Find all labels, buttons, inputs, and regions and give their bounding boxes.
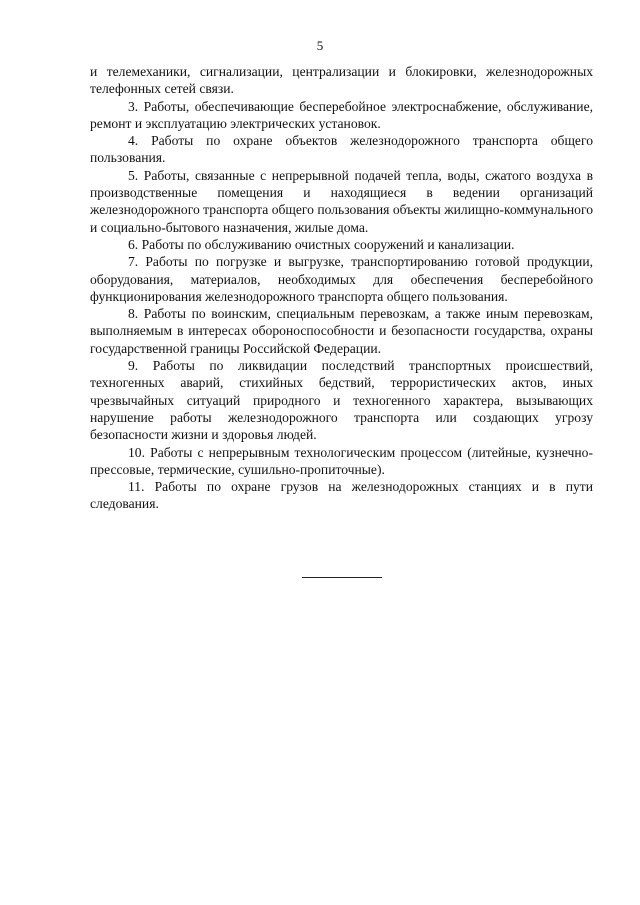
- paragraph-continuation: и телемеханики, сигнализации, централизации и блокировки, железнодорожных телефонных сетей связи.: [90, 64, 593, 97]
- paragraph-item-11: 11. Работы по охране грузов на железнодорожных станциях и в пути следования.: [90, 479, 593, 512]
- paragraph-item-7: 7. Работы по погрузке и выгрузке, транспортированию готовой продукции, оборудования, материалов, необходимых для обеспечения бесперебойного функционирования железнодорожного транспорта общего пользования.: [90, 254, 593, 304]
- paragraph-item-9: 9. Работы по ликвидации последствий транспортных происшествий, техногенных аварий, стихийных бедствий, террористических актов, иных чрезвычайных ситуаций природного и техногенного характера, вызывающих нарушение работы железнодорожного транспорта или создающих угрозу безопасности жизни и здоровья людей.: [90, 358, 593, 443]
- paragraph-item-4: 4. Работы по охране объектов железнодорожного транспорта общего пользования.: [90, 133, 593, 166]
- end-of-document-rule: [302, 577, 382, 578]
- page-number: 5: [316, 38, 324, 53]
- paragraph-item-10: 10. Работы с непрерывным технологическим процессом (литейные, кузнечно-прессовые, термические, сушильно-пропиточные).: [90, 444, 593, 477]
- paragraph-item-8: 8. Работы по воинским, специальным перевозкам, а также иным перевозкам, выполняемым в интересах обороноспособности и безопасности государства, охраны государственной границы Российской Федерации.: [90, 306, 593, 356]
- paragraph-item-3: 3. Работы, обеспечивающие бесперебойное электроснабжение, обслуживание, ремонт и эксплуатацию электрических установок.: [90, 98, 593, 131]
- paragraph-item-6: 6. Работы по обслуживанию очистных сооружений и канализации.: [128, 236, 515, 252]
- paragraph-item-5: 5. Работы, связанные с непрерывной подачей тепла, воды, сжатого воздуха в производственные помещения и находящиеся в ведении организаций железнодорожного транспорта общего пользования объекты жилищно-коммунального и социально-бытового назначения, жилые дома.: [90, 167, 593, 235]
- document-body: [90, 63, 593, 513]
